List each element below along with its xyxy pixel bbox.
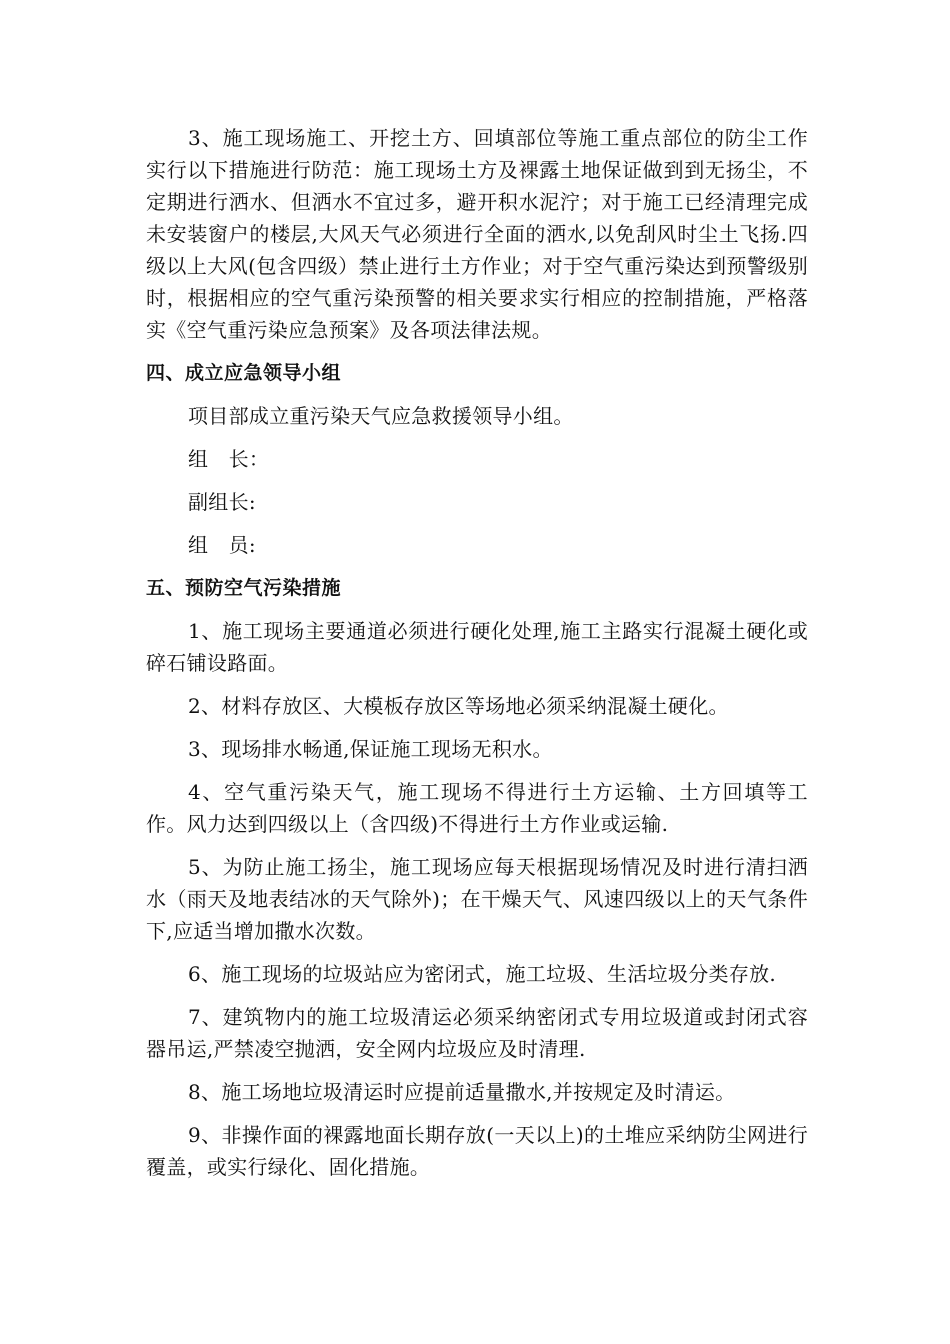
heading-section-5: 五、预防空气污染措施 [146,577,342,599]
group-member-label: 组 员: [188,533,256,557]
group-leader-label: 组 长： [188,447,270,471]
document-page [146,122,808,1194]
measure-item: 9、非操作面的裸露地面长期存放(一天以上)的土堆应采纳防尘网进行覆盖，或实行绿化、固化措施。 [146,1123,808,1179]
deputy-leader-label: 副组长: [188,490,256,514]
measure-item: 6、施工现场的垃圾站应为密闭式，施工垃圾、生活垃圾分类存放. [188,962,777,986]
paragraph-leading-group: 项目部成立重污染天气应急救援领导小组。 [188,404,574,428]
measure-item: 8、施工场地垃圾清运时应提前适量撒水,并按规定及时清运。 [188,1080,736,1104]
measure-item: 5、为防止施工扬尘，施工现场应每天根据现场情况及时进行清扫洒水（雨天及地表结冰的天气除外)；在干燥天气、风速四级以上的天气条件下,应适当增加撒水次数。 [146,855,808,943]
measure-item: 7、建筑物内的施工垃圾清运必须采纳密闭式专用垃圾道或封闭式容器吊运,严禁凌空抛洒，安全网内垃圾应及时清理. [146,1005,808,1061]
measure-item: 3、现场排水畅通,保证施工现场无积水。 [188,737,553,761]
measure-item: 1、施工现场主要通道必须进行硬化处理,施工主路实行混凝土硬化或碎石铺设路面。 [146,619,808,675]
heading-section-4: 四、成立应急领导小组 [146,362,342,384]
paragraph-dust-measures: 3、施工现场施工、开挖土方、回填部位等施工重点部位的防尘工作实行以下措施进行防范：施工现场土方及裸露土地保证做到到无扬尘，不定期进行洒水、但洒水不宜过多，避开积水泥泞；对于施工已经清理完成未安装窗户的楼层,大风天气必须进行全面的洒水,以免刮风时尘土飞扬.四级以上大风(包含四级）禁止进行土方作业；对于空气重污染达到预警级别时，根据相应的空气重污染预警的相关要求实行相应的控制措施，严格落实《空气重污染应急预案》及各项法律法规。 [146,126,808,342]
measure-item: 4、空气重污染天气，施工现场不得进行土方运输、土方回填等工作。风力达到四级以上（含四级)不得进行土方作业或运输. [146,780,808,836]
measure-item: 2、材料存放区、大模板存放区等场地必须采纳混凝土硬化。 [188,694,729,718]
